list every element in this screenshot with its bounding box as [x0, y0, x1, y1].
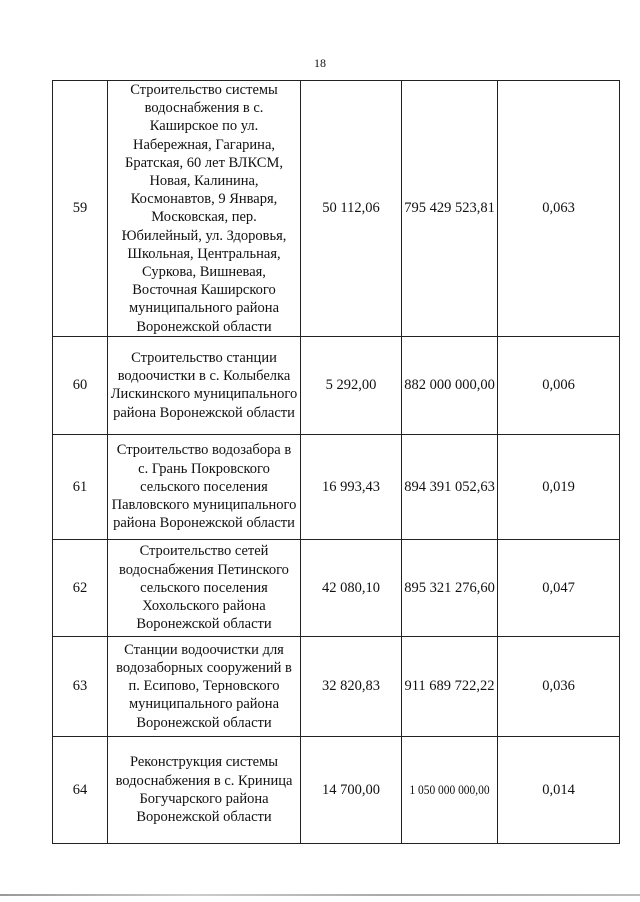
- page-number: 18: [314, 56, 326, 70]
- row-value-3: 0,036: [498, 636, 620, 736]
- row-description: Строительство водозабора в с. Грань Покровского сельского поселения Павловского муниципального района Воронежской области: [108, 434, 301, 539]
- table-row: [53, 434, 620, 539]
- row-description: Строительство сетей водоснабжения Петинского сельского поселения Хохольского района Воронежской области: [108, 539, 301, 636]
- table-row: [53, 81, 620, 337]
- row-value-2-text: 795 429 523,81: [404, 200, 495, 217]
- row-value-3: 0,006: [498, 336, 620, 434]
- row-number: 59: [53, 81, 108, 337]
- row-value-3: 0,047: [498, 539, 620, 636]
- row-value-2-text: 894 391 052,63: [404, 478, 495, 495]
- row-number: 63: [53, 636, 108, 736]
- table-row: [53, 636, 620, 736]
- row-description: Реконструкция системы водоснабжения в с. Криница Богучарского района Воронежской области: [108, 736, 301, 843]
- row-value-2-text: 911 689 722,22: [404, 678, 495, 695]
- row-value-2-text: 895 321 276,60: [404, 579, 495, 596]
- row-value-2: [402, 336, 498, 434]
- row-value-1: 16 993,43: [301, 434, 402, 539]
- row-number: 62: [53, 539, 108, 636]
- row-description: Строительство системы водоснабжения в с. Каширское по ул. Набережная, Гагарина, Братская, 60 лет ВЛКСМ, Новая, Калинина, Космонавтов, 9 Января, Московская, пер. Юбилейный, ул. Здоровья, Школьная, Центральная, Суркова, Вишневая, Восточная Каширского муниципального района Воронежской области: [108, 81, 301, 337]
- row-value-3: 0,019: [498, 434, 620, 539]
- row-value-3: 0,063: [498, 81, 620, 337]
- row-description: Строительство станции водоочистки в с. Колыбелка Лискинского муниципального района Воронежской области: [108, 336, 301, 434]
- row-value-1: 32 820,83: [301, 636, 402, 736]
- row-value-2: [402, 539, 498, 636]
- row-value-1: 50 112,06: [301, 81, 402, 337]
- row-value-1: 5 292,00: [301, 336, 402, 434]
- row-value-1: 14 700,00: [301, 736, 402, 843]
- table-row: [53, 539, 620, 636]
- row-value-2: [402, 81, 498, 337]
- row-value-2: [402, 434, 498, 539]
- row-value-2-text: 882 000 000,00: [404, 377, 495, 394]
- row-value-2: [402, 636, 498, 736]
- table-row: [53, 736, 620, 843]
- row-description: Станции водоочистки для водозаборных сооружений в п. Есипово, Терновского муниципального района Воронежской области: [108, 636, 301, 736]
- row-value-1: 42 080,10: [301, 539, 402, 636]
- row-number: 64: [53, 736, 108, 843]
- row-number: 60: [53, 336, 108, 434]
- row-value-2-text: 1 050 000 000,00: [409, 781, 490, 797]
- row-number: 61: [53, 434, 108, 539]
- row-value-3: 0,014: [498, 736, 620, 843]
- scan-edge-line: [0, 894, 640, 896]
- data-table: [52, 80, 620, 844]
- row-value-2: [402, 736, 498, 843]
- table-row: [53, 336, 620, 434]
